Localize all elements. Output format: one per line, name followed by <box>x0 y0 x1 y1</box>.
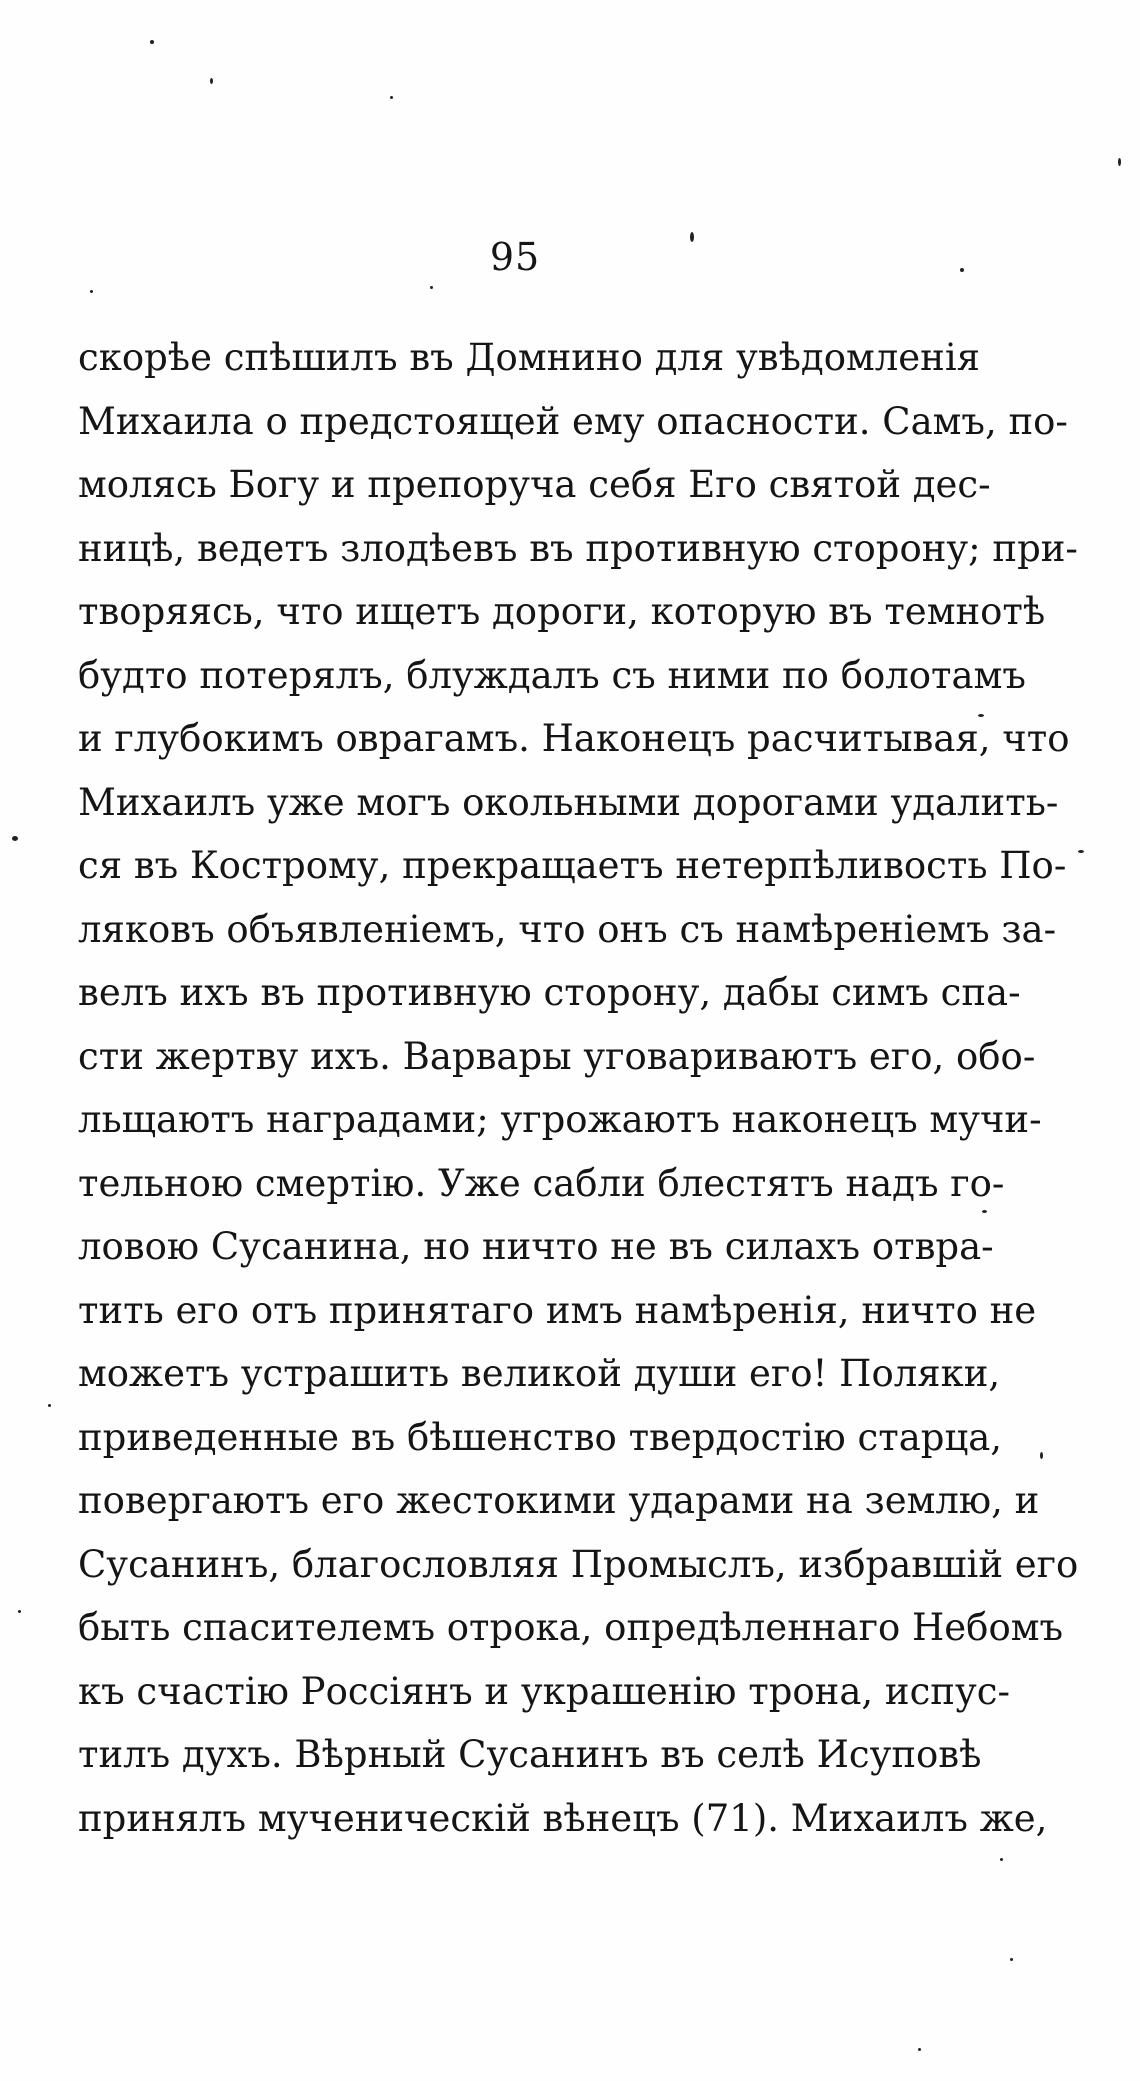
text-line: можетъ устрашить великой души его! Поляки, <box>78 1352 1001 1395</box>
text-line: будто потерялъ, блуждалъ съ ними по болотамъ <box>78 653 1026 697</box>
scan-speck <box>18 1610 21 1613</box>
text-line: молясь Богу и препоруча себя Его святой дес- <box>78 463 991 506</box>
scan-speck <box>210 78 213 84</box>
scan-speck <box>1010 1958 1013 1961</box>
scan-speck <box>1000 1858 1003 1861</box>
scan-speck <box>390 96 393 99</box>
scan-speck <box>1078 850 1084 853</box>
text-line: и глубокимъ оврагамъ. Наконецъ расчитывая, что <box>78 717 1070 760</box>
text-line: тить его отъ принятаго имъ намѣренія, ничто не <box>78 1288 1037 1332</box>
text-line: тельною смертію. Уже сабли блестятъ надъ го- <box>78 1161 1005 1205</box>
text-line: сти жертву ихъ. Варвары уговариваютъ его, обо- <box>78 1034 1036 1078</box>
text-line: скорѣе спѣшилъ въ Домнино для увѣдомленія <box>78 336 981 379</box>
text-line: къ счастію Россіянъ и украшенію трона, испус- <box>78 1669 1010 1713</box>
text-line: ницѣ, ведетъ злодѣевъ въ противную сторону; при- <box>78 526 1078 570</box>
scan-speck <box>48 1404 51 1407</box>
scan-speck <box>690 232 694 242</box>
text-line: творяясь, что ищетъ дороги, которую въ темнотѣ <box>78 590 1046 633</box>
text-line: приведенные въ бѣшенство твердостію старца, <box>78 1415 1003 1459</box>
body-text <box>78 326 1079 1850</box>
text-line: повергаютъ его жестокими ударами на землю, и <box>78 1479 1040 1522</box>
text-line: ся въ Кострому, прекращаетъ нетерпѣливость По- <box>78 844 1067 887</box>
scan-speck <box>960 268 964 272</box>
text-line: принялъ мученическій вѣнецъ (71). Михаилъ же, <box>78 1796 1048 1840</box>
scan-speck <box>430 286 433 289</box>
text-line: тилъ духъ. Вѣрный Сусанинъ въ селѣ Исуповѣ <box>78 1733 982 1776</box>
scan-speck <box>1040 1452 1043 1459</box>
text-line: быть спасителемъ отрока, опредѣленнаго Небомъ <box>78 1606 1064 1649</box>
scan-speck <box>90 290 93 293</box>
text-line: Михаилъ уже могъ окольными дорогами удалить- <box>78 780 1059 824</box>
text-line: льщаютъ наградами; угрожаютъ наконецъ мучи- <box>78 1098 1042 1141</box>
text-line: ловою Сусанина, но ничто не въ силахъ отвра- <box>78 1225 994 1268</box>
scan-speck <box>150 40 154 44</box>
scan-speck <box>982 1210 987 1213</box>
scan-speck <box>918 2048 921 2051</box>
scan-speck <box>1118 158 1121 166</box>
scan-speck <box>12 836 18 841</box>
text-line: Сусанинъ, благословляя Промыслъ, избравшій его <box>78 1542 1079 1586</box>
text-line: велъ ихъ въ противную сторону, дабы симъ спа- <box>78 971 1021 1014</box>
scan-speck <box>978 714 984 717</box>
text-line: Михаила о предстоящей ему опасности. Самъ, по- <box>78 399 1068 443</box>
text-line: ляковъ объявленіемъ, что онъ съ намѣреніемъ за- <box>78 907 1057 951</box>
page-number: 95 <box>489 235 541 279</box>
